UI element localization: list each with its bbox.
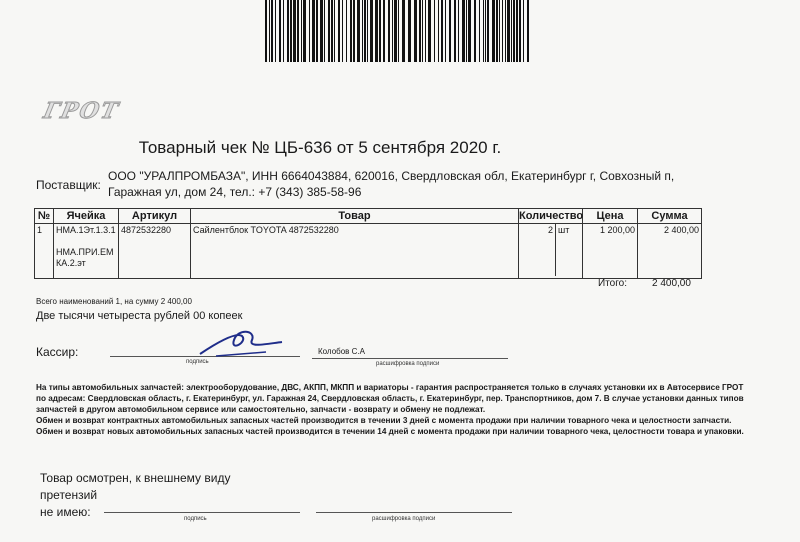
total-in-words: Две тысячи четыреста рублей 00 копеек bbox=[36, 310, 243, 322]
barcode-bar bbox=[316, 0, 318, 62]
barcode-bar bbox=[428, 0, 431, 62]
table-header-row bbox=[35, 209, 702, 224]
barcode-bar bbox=[293, 0, 296, 62]
barcode-bar bbox=[269, 0, 270, 62]
barcode-bar bbox=[334, 0, 335, 62]
barcode-bar bbox=[283, 0, 284, 62]
barcode-bar bbox=[487, 0, 489, 62]
barcode-bar bbox=[513, 0, 515, 62]
row-product: Сайлентблок TOYOTA 4872532280 bbox=[191, 224, 519, 279]
acceptance-sign-line bbox=[104, 512, 300, 513]
barcode-bar bbox=[414, 0, 417, 62]
barcode-bar bbox=[466, 0, 467, 62]
barcode-bar bbox=[342, 0, 343, 62]
receipt-title: Товарный чек № ЦБ-636 от 5 сентября 2020 г. bbox=[138, 138, 502, 157]
barcode-bar bbox=[527, 0, 529, 62]
supplier-label: Поставщик: bbox=[36, 178, 101, 192]
barcode-bar bbox=[398, 0, 399, 62]
cashier-decode-caption: расшифровка подписи bbox=[376, 361, 440, 367]
barcode-bar bbox=[516, 0, 518, 62]
header-product: Товар bbox=[191, 209, 519, 224]
barcode-bar bbox=[408, 0, 411, 62]
barcode-bar bbox=[375, 0, 378, 62]
barcode-bar bbox=[331, 0, 333, 62]
barcode-bar bbox=[362, 0, 363, 62]
barcode-bar bbox=[290, 0, 292, 62]
barcode-bar bbox=[350, 0, 352, 62]
row-qty bbox=[519, 224, 583, 279]
barcode-bar bbox=[479, 0, 480, 62]
barcode-bar bbox=[511, 0, 512, 62]
barcode-bar bbox=[279, 0, 281, 62]
barcode-bar bbox=[383, 0, 385, 62]
barcode-bar bbox=[297, 0, 299, 62]
row-cell-line-3: НМА.ПРИ.ЕМ bbox=[56, 247, 114, 257]
barcode-bar bbox=[364, 0, 366, 62]
barcode-bar bbox=[441, 0, 443, 62]
row-qty-value: 2 bbox=[547, 225, 553, 235]
barcode-bar bbox=[271, 0, 273, 62]
barcode-bar bbox=[275, 0, 276, 62]
barcode-bar bbox=[468, 0, 471, 62]
barcode-bar bbox=[301, 0, 302, 62]
barcode-bar bbox=[324, 0, 325, 62]
warranty-paragraph-2: Обмен и возврат контрактных автомобильных запасных частей производится в течении 3 дней с момента продажи при наличии товарного чека и целостности запчасти. bbox=[36, 416, 732, 425]
barcode-bar bbox=[505, 0, 506, 62]
barcode-bar bbox=[419, 0, 421, 62]
barcode-bar bbox=[492, 0, 495, 62]
barcode-bar bbox=[394, 0, 397, 62]
header-article: Артикул bbox=[119, 209, 191, 224]
barcode-bar bbox=[370, 0, 373, 62]
barcode-bar bbox=[320, 0, 323, 62]
barcode-bar bbox=[309, 0, 310, 62]
barcode-bar bbox=[353, 0, 355, 62]
warranty-paragraph-1: На типы автомобильных запчастей: электрооборудование, ДВС, АКПП, МКПП и вариаторы - гарантия распространяется только в случаях установки их в Автосервисе ГРОТ по адресам: Свердловская область, г. Екатеринбург, ул. Гаражная 24, Свердловская область, г. Екатеринбург, пер. Транспортников, дом 7. В случае установки данных типов запчастей в другом автомобильном сервисе или самостоятельно, запчасти - возврату и обмену не подлежат. bbox=[36, 383, 744, 414]
row-cell bbox=[54, 224, 119, 279]
barcode-bar bbox=[434, 0, 435, 62]
barcode-bar bbox=[438, 0, 439, 62]
barcode-bar bbox=[485, 0, 486, 62]
acceptance-line-3: не имею: bbox=[40, 505, 91, 519]
cashier-sign-caption: подпись bbox=[186, 359, 209, 365]
barcode-bar bbox=[265, 0, 267, 62]
row-cell-line-4: КА.2.эт bbox=[56, 258, 86, 268]
header-price: Цена bbox=[583, 209, 638, 224]
cashier-decode-line bbox=[312, 358, 508, 359]
barcode-bar bbox=[502, 0, 503, 62]
barcode-bar bbox=[367, 0, 368, 62]
barcode bbox=[265, 0, 535, 62]
acceptance-decode-caption: расшифровка подписи bbox=[372, 516, 436, 522]
warranty-terms bbox=[36, 382, 748, 437]
table-row bbox=[35, 224, 702, 279]
supplier-line-2: Гаражная ул, дом 24, тел.: +7 (343) 385-58-96 bbox=[108, 185, 362, 199]
grot-logo: ГРОТ bbox=[41, 98, 123, 124]
barcode-bar bbox=[483, 0, 484, 62]
row-cell-line-2 bbox=[56, 236, 116, 247]
warranty-paragraph-3: Обмен и возврат новых автомобильных запасных частей производится в течении 14 дней с момента продажи при наличии товарного чека, целостности товара и упаковки. bbox=[36, 427, 744, 436]
barcode-bar bbox=[523, 0, 524, 62]
barcode-bar bbox=[454, 0, 456, 62]
supplier-details bbox=[108, 168, 678, 200]
barcode-bar bbox=[357, 0, 360, 62]
row-qty-unit: шт bbox=[555, 224, 582, 276]
cashier-label: Кассир: bbox=[36, 345, 79, 359]
row-num: 1 bbox=[35, 224, 54, 279]
acceptance-statement bbox=[40, 470, 230, 521]
barcode-bar bbox=[303, 0, 306, 62]
barcode-bar bbox=[507, 0, 510, 62]
header-qty: Количество bbox=[519, 210, 584, 222]
barcode-bar bbox=[287, 0, 289, 62]
barcode-bar bbox=[402, 0, 405, 62]
row-cell-line-1: НМА.1Эт.1.3.1 bbox=[56, 225, 116, 235]
header-cell: Ячейка bbox=[54, 209, 119, 224]
cashier-signature bbox=[196, 318, 286, 364]
barcode-bar bbox=[328, 0, 330, 62]
row-price: 1 200,00 bbox=[583, 224, 638, 279]
barcode-bar bbox=[425, 0, 426, 62]
supplier-line-1: ООО "УРАЛПРОМБАЗА", ИНН 6664043884, 620016, Свердловская обл, Екатеринбург г, Совхозный п, bbox=[108, 169, 675, 183]
acceptance-line-1: Товар осмотрен, к внешнему виду bbox=[40, 471, 231, 485]
barcode-bar bbox=[449, 0, 451, 62]
barcode-bar bbox=[388, 0, 390, 62]
row-sum: 2 400,00 bbox=[638, 224, 702, 279]
barcode-bar bbox=[499, 0, 500, 62]
barcode-bar bbox=[458, 0, 459, 62]
acceptance-sign-caption: подпись bbox=[184, 516, 207, 522]
header-num: № bbox=[35, 209, 54, 224]
barcode-bar bbox=[312, 0, 315, 62]
barcode-bar bbox=[338, 0, 340, 62]
acceptance-line-2: претензий bbox=[40, 488, 98, 502]
total-label: Итого: bbox=[598, 278, 627, 289]
barcode-bar bbox=[496, 0, 498, 62]
total-value: 2 400,00 bbox=[652, 278, 691, 289]
items-table bbox=[34, 208, 702, 279]
items-count-summary: Всего наименований 1, на сумму 2 400,00 bbox=[36, 297, 192, 306]
barcode-bar bbox=[346, 0, 347, 62]
barcode-bar bbox=[519, 0, 521, 62]
barcode-bar bbox=[392, 0, 393, 62]
acceptance-decode-line bbox=[316, 512, 512, 513]
cashier-name: Колобов С.А bbox=[318, 347, 365, 356]
barcode-bar bbox=[474, 0, 476, 62]
barcode-bar bbox=[445, 0, 446, 62]
barcode-bar bbox=[462, 0, 465, 62]
barcode-bar bbox=[422, 0, 423, 62]
barcode-bar bbox=[379, 0, 381, 62]
row-article: 4872532280 bbox=[119, 224, 191, 279]
header-sum: Сумма bbox=[638, 209, 702, 224]
